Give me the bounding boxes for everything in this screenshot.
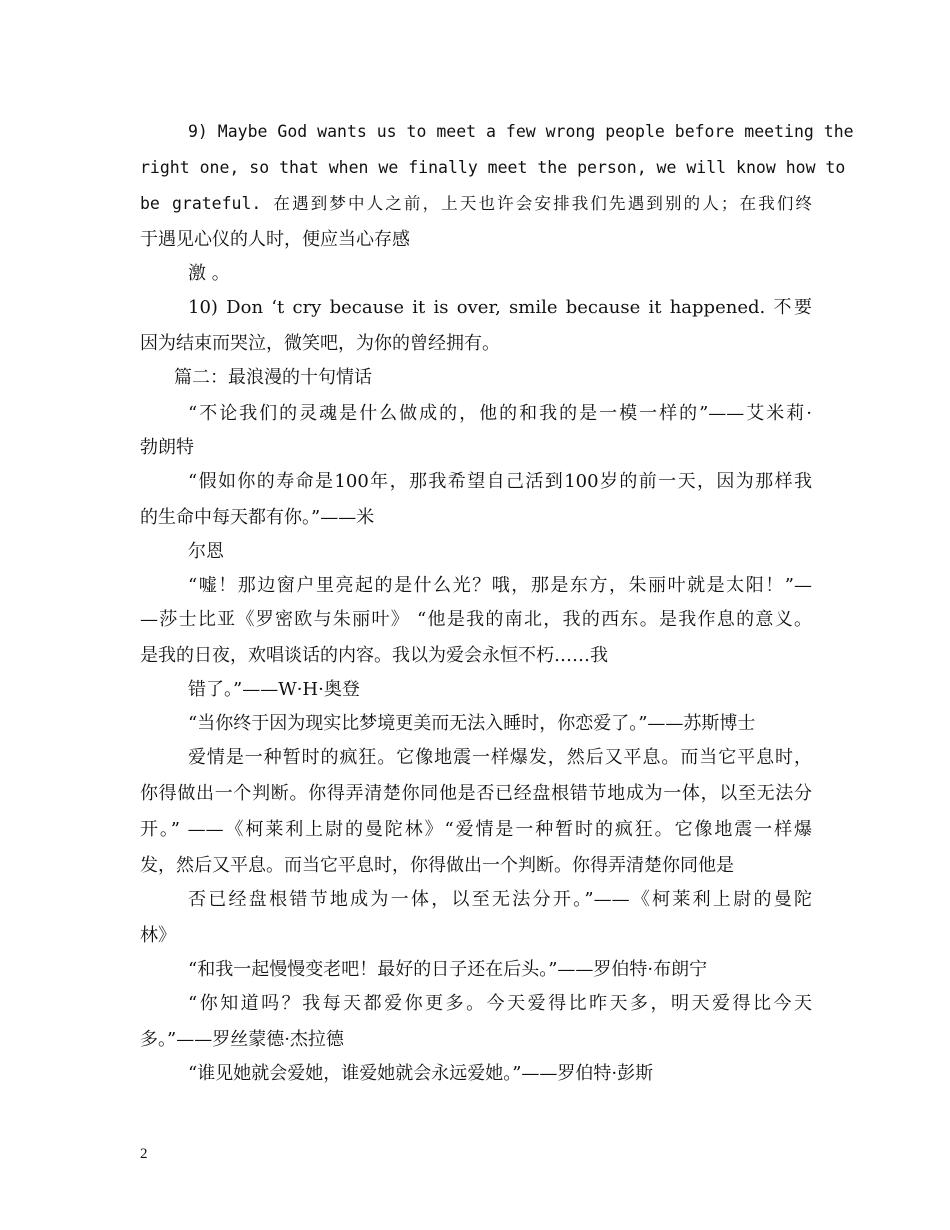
text-line: 10) Don ‘t cry because it is over, smile because it happened. 不要: [188, 297, 812, 318]
text-line: 9) Maybe God wants us to meet a few wrong people before meeting the: [188, 122, 854, 141]
text-line: 开。” ——《柯莱利上尉的曼陀林》“爱情是一种暂时的疯狂。它像地震一样爆: [140, 819, 812, 840]
text-line: 爱情是一种暂时的疯狂。它像地震一样爆发，然后又平息。而当它平息时，: [188, 747, 812, 768]
text-line: 于遇见心仪的人时，便应当心存感: [140, 229, 410, 250]
text-line: 否已经盘根错节地成为一体，以至无法分开。”——《柯莱利上尉的曼陀: [188, 889, 812, 910]
text-line: 尔恩: [188, 541, 224, 562]
text-line: 发，然后又平息。而当它平息时，你得做出一个判断。你得弄清楚你同他是: [140, 855, 734, 876]
text-line: “你知道吗？我每天都爱你更多。今天爱得比昨天多，明天爱得比今天: [188, 993, 812, 1014]
text-line: “谁见她就会爱她，谁爱她就会永远爱她。”——罗伯特·彭斯: [188, 1063, 654, 1084]
text-line: “当你终于因为现实比梦境更美而无法入睡时，你恋爱了。”——苏斯博士: [188, 713, 756, 734]
text-line: 是我的日夜，欢唱谈话的内容。我以为爱会永恒不朽……我: [140, 645, 608, 666]
text-line: right one, so that when we finally meet the person, we will know how to: [140, 158, 846, 177]
text-line: 多。”——罗丝蒙德·杰拉德: [140, 1029, 344, 1050]
text-line: “嘘！那边窗户里亮起的是什么光？哦，那是东方，朱丽叶就是太阳！”—: [188, 575, 812, 596]
text-line: 因为结束而哭泣，微笑吧，为你的曾经拥有。: [140, 333, 500, 354]
text-line: 错了。”——W·H·奥登: [188, 679, 360, 700]
text-line: 的生命中每天都有你。”——米: [140, 507, 375, 528]
text-line: 激 。: [188, 263, 230, 284]
text-line: “和我一起慢慢变老吧！最好的日子还在后头。”——罗伯特·布朗宁: [188, 959, 708, 980]
text-line: “不论我们的灵魂是什么做成的，他的和我的是一模一样的”——艾米莉·: [188, 403, 812, 424]
text-line: 你得做出一个判断。你得弄清楚你同他是否已经盘根错节地成为一体，以至无法分: [140, 783, 812, 804]
text-line: 勃朗特: [140, 437, 194, 458]
text-line: 林》: [140, 925, 176, 946]
text-line: “假如你的寿命是100年，那我希望自己活到100岁的前一天，因为那样我: [188, 471, 812, 492]
page-number: 2: [140, 1146, 148, 1162]
section-heading: 篇二：最浪漫的十句情话: [174, 367, 372, 388]
text-line: —莎士比亚《罗密欧与朱丽叶》 “他是我的南北，我的西东。是我作息的意义。: [140, 609, 812, 630]
text-line: be grateful. 在遇到梦中人之前，上天也许会安排我们先遇到别的人；在我们终: [140, 194, 812, 213]
